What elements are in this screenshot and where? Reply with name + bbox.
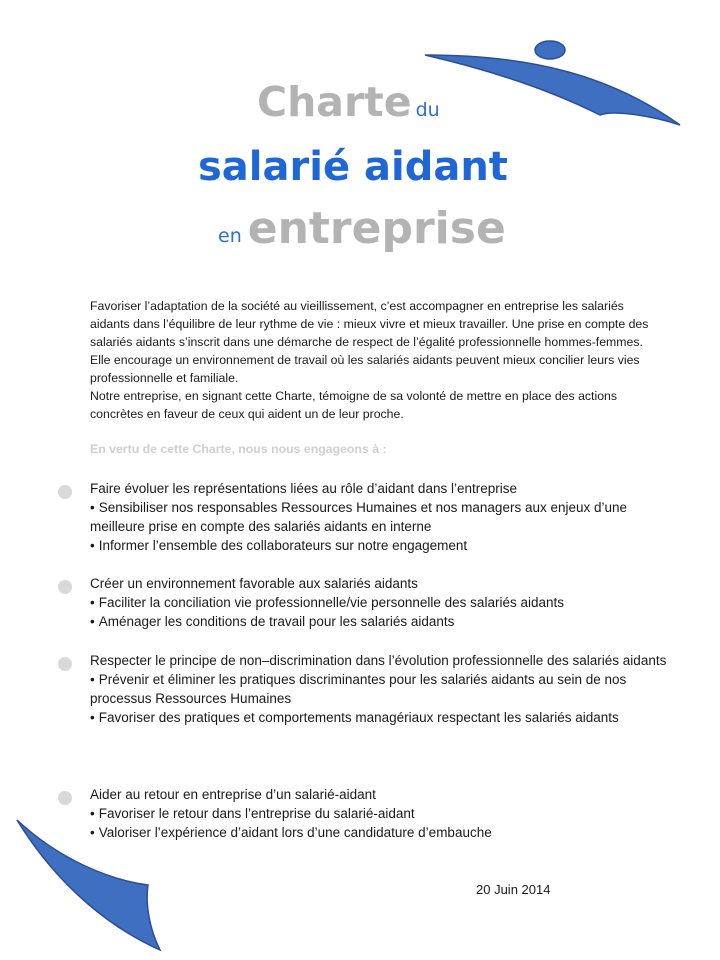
commitment-3 <box>90 651 670 727</box>
commitment-heading: Faire évoluer les représentations liées au rôle d’aidant dans l’entreprise <box>90 481 517 496</box>
title-word-entreprise: entreprise <box>247 203 506 254</box>
bullet-dot-icon <box>58 791 72 805</box>
top-swoosh-shape <box>425 55 680 125</box>
top-dot-shape <box>535 41 565 59</box>
title-line-2: salarié aidant <box>198 144 508 190</box>
title-word-en: en <box>218 225 242 247</box>
commitment-bullet: • Faciliter la conciliation vie professionnelle/vie personnelle des salariés aidants <box>90 593 670 612</box>
commitment-heading: Respecter le principe de non–discrimination dans l’évolution professionnelle des salariés aidants <box>90 653 667 668</box>
intro-paragraph-2: Notre entreprise, en signant cette Charte, témoigne de sa volonté de mettre en place des actions concrètes en faveur de ceux qui aident un de leur proche. <box>90 389 618 421</box>
commitment-2 <box>90 574 670 631</box>
commitment-bullet: • Informer l’ensemble des collaborateurs sur notre engagement <box>90 536 670 555</box>
title-line-1 <box>257 78 440 126</box>
engagement-heading: En vertu de cette Charte, nous nous engageons à : <box>90 442 387 456</box>
commitment-heading: Aider au retour en entreprise d’un salarié-aidant <box>90 787 376 802</box>
commitment-bullet: • Valoriser l’expérience d’aidant lors d’une candidature d’embauche <box>90 823 670 842</box>
commitment-bullet: • Favoriser le retour dans l’entreprise du salarié-aidant <box>90 804 670 823</box>
title-line-3 <box>218 203 506 254</box>
commitment-bullet: • Prévenir et éliminer les pratiques discriminantes pour les salariés aidants au sein de nos processus Ressources Humaines <box>90 670 670 708</box>
commitment-heading: Créer un environnement favorable aux salariés aidants <box>90 576 418 591</box>
intro-text <box>90 297 660 423</box>
bullet-dot-icon <box>58 485 72 499</box>
title-word-du: du <box>415 99 440 121</box>
bullet-dot-icon <box>58 657 72 671</box>
intro-paragraph-1: Favoriser l’adaptation de la société au vieillissement, c’est accompagner en entreprise les salariés aidants dans l’équilibre de leur rythme de vie : mieux vivre et mieux travailler. Une prise en compte des salariés aidants s’inscrit dans une démarche de respect de l’égalité professionnelle hommes-femmes. Elle encourage un environnement de travail où les salariés aidants peuvent mieux concilier leurs vies professionnelle et familiale. <box>90 299 649 385</box>
commitment-bullet: • Sensibiliser nos responsables Ressources Humaines et nos managers aux enjeux d’une meilleure prise en compte des salariés aidants en interne <box>90 498 670 536</box>
commitment-bullet: • Favoriser des pratiques et comportements managériaux respectant les salariés aidants <box>90 708 670 727</box>
title-word-charte: Charte <box>257 78 412 126</box>
commitment-bullet: • Aménager les conditions de travail pour les salariés aidants <box>90 612 670 631</box>
bullet-dot-icon <box>58 580 72 594</box>
commitment-1 <box>90 479 670 555</box>
document-date: 20 Juin 2014 <box>476 882 551 897</box>
commitment-4 <box>90 785 670 842</box>
